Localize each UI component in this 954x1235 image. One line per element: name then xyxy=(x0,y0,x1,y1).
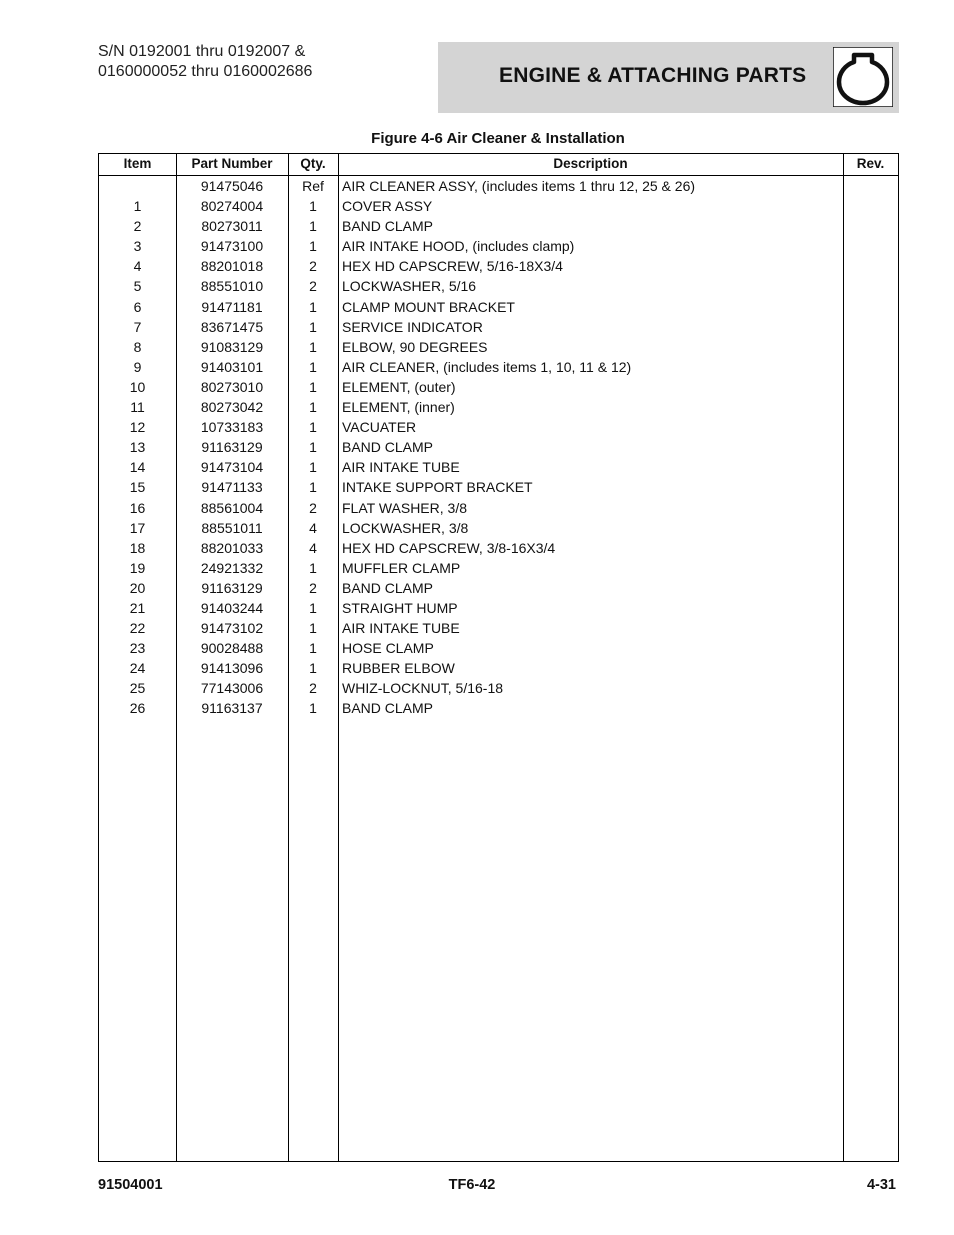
part-number-cell: 10733183 xyxy=(200,419,264,436)
part-number-cell: 91475046 xyxy=(200,178,264,194)
table-row xyxy=(99,698,898,718)
part-number-cell: 91471181 xyxy=(201,298,263,315)
column-header-description: Description xyxy=(553,156,628,171)
description-cell: AIR INTAKE TUBE xyxy=(342,459,460,476)
item-cell: 2 xyxy=(133,218,142,235)
description-cell: AIR INTAKE TUBE xyxy=(342,620,460,637)
qty-cell: 1 xyxy=(309,660,317,677)
table-row xyxy=(99,638,898,658)
item-cell: 22 xyxy=(129,620,146,637)
table-row xyxy=(99,236,898,256)
qty-cell: 2 xyxy=(309,278,317,295)
description-cell: COVER ASSY xyxy=(342,198,433,215)
description-cell: ELBOW, 90 DEGREES xyxy=(342,338,488,355)
item-cell: 1 xyxy=(133,198,142,215)
figure-title: Figure 4-6 Air Cleaner & Installation xyxy=(371,130,625,147)
table-row xyxy=(99,618,898,638)
part-number-cell: 80274004 xyxy=(200,198,264,215)
qty-cell: Ref xyxy=(302,178,324,194)
table-body xyxy=(99,176,898,719)
item-cell: 13 xyxy=(129,439,146,456)
description-cell: LOCKWASHER, 5/16 xyxy=(342,278,477,295)
item-cell: 18 xyxy=(129,539,146,556)
serial-line-1: S/N 0192001 thru 0192007 & xyxy=(98,43,306,60)
table-row xyxy=(99,457,898,477)
qty-cell: 1 xyxy=(309,559,317,576)
part-number-cell: 91473102 xyxy=(200,620,264,637)
part-number-cell: 77143006 xyxy=(200,680,264,697)
description-cell: FLAT WASHER, 3/8 xyxy=(342,499,467,516)
table-row xyxy=(99,598,898,618)
item-cell: 20 xyxy=(129,579,146,596)
table-row xyxy=(99,678,898,698)
description-cell: AIR CLEANER, (includes items 1, 10, 11 & 12) xyxy=(342,358,632,375)
qty-cell: 2 xyxy=(309,579,317,596)
item-cell: 15 xyxy=(129,479,146,496)
qty-cell: 1 xyxy=(309,238,317,255)
column-header-rev: Rev. xyxy=(856,156,885,171)
description-cell: ELEMENT, (inner) xyxy=(342,399,455,416)
item-cell: 21 xyxy=(129,599,146,616)
part-number-cell: 91473104 xyxy=(200,459,264,476)
table-row xyxy=(99,196,898,216)
part-number-cell: 91083129 xyxy=(200,338,264,355)
description-cell: BAND CLAMP xyxy=(342,218,434,235)
description-cell: SERVICE INDICATOR xyxy=(342,318,483,335)
item-cell: 5 xyxy=(133,278,142,295)
part-number-cell: 91403101 xyxy=(200,358,264,375)
item-cell: 3 xyxy=(133,238,142,255)
description-cell: BAND CLAMP xyxy=(342,439,434,456)
item-cell: 4 xyxy=(133,258,142,275)
table-row xyxy=(99,417,898,437)
description-cell: HOSE CLAMP xyxy=(342,640,434,657)
qty-cell: 1 xyxy=(309,218,317,235)
part-number-cell: 88551011 xyxy=(201,519,263,536)
table-row xyxy=(99,477,898,497)
qty-cell: 1 xyxy=(309,358,317,375)
table-row xyxy=(99,498,898,518)
description-cell: AIR CLEANER ASSY, (includes items 1 thru 12, 25 & 26) xyxy=(342,178,696,194)
table-row xyxy=(99,437,898,457)
table-row xyxy=(99,297,898,317)
qty-cell: 2 xyxy=(309,680,317,697)
description-cell: CLAMP MOUNT BRACKET xyxy=(342,298,515,315)
qty-cell: 1 xyxy=(309,700,317,717)
qty-cell: 1 xyxy=(309,378,317,395)
serial-number-range xyxy=(98,42,312,82)
part-number-cell: 80273042 xyxy=(200,399,264,416)
item-cell: 6 xyxy=(133,298,142,315)
footer-model: TF6-42 xyxy=(448,1177,496,1193)
part-number-cell: 80273010 xyxy=(200,378,264,395)
footer-document-number: 91504001 xyxy=(98,1177,163,1193)
part-number-cell: 88551010 xyxy=(200,278,264,295)
description-cell: INTAKE SUPPORT BRACKET xyxy=(342,479,533,496)
part-number-cell: 91403244 xyxy=(200,599,264,616)
part-number-cell: 83671475 xyxy=(200,318,264,335)
item-cell: 25 xyxy=(129,680,146,697)
description-cell: VACUATER xyxy=(342,419,417,436)
part-number-cell: 91473100 xyxy=(200,238,264,255)
qty-cell: 1 xyxy=(309,640,317,657)
table-row xyxy=(99,317,898,337)
qty-cell: 2 xyxy=(309,499,317,516)
item-cell: 17 xyxy=(129,519,146,536)
table-row xyxy=(99,276,898,296)
description-cell: STRAIGHT HUMP xyxy=(342,599,458,616)
table-row xyxy=(99,658,898,678)
item-cell: 14 xyxy=(129,459,146,476)
item-cell: 8 xyxy=(133,338,142,355)
description-cell: HEX HD CAPSCREW, 3/8-16X3/4 xyxy=(342,539,556,556)
part-number-cell: 91471133 xyxy=(201,479,263,496)
qty-cell: 1 xyxy=(309,620,317,637)
item-cell: 7 xyxy=(133,318,142,335)
qty-cell: 4 xyxy=(309,539,317,556)
qty-cell: 4 xyxy=(309,519,317,536)
item-cell: 9 xyxy=(133,358,142,375)
description-cell: AIR INTAKE HOOD, (includes clamp) xyxy=(342,238,575,255)
description-cell: WHIZ-LOCKNUT, 5/16-18 xyxy=(342,680,504,697)
table-row xyxy=(99,518,898,538)
part-number-cell: 91163137 xyxy=(201,700,263,717)
qty-cell: 1 xyxy=(309,439,317,456)
section-banner xyxy=(438,42,899,113)
table-row xyxy=(99,357,898,377)
item-cell: 26 xyxy=(129,700,146,717)
description-cell: ELEMENT, (outer) xyxy=(342,378,456,395)
description-cell: BAND CLAMP xyxy=(342,579,434,596)
table-row xyxy=(99,256,898,276)
part-number-cell: 80273011 xyxy=(201,218,263,235)
qty-cell: 1 xyxy=(309,479,317,496)
qty-cell: 1 xyxy=(309,399,317,416)
table-row xyxy=(99,578,898,598)
table-row xyxy=(99,377,898,397)
part-number-cell: 88201033 xyxy=(200,539,264,556)
item-cell: 10 xyxy=(129,378,146,395)
description-cell: MUFFLER CLAMP xyxy=(342,559,461,576)
engine-icon xyxy=(833,47,893,107)
qty-cell: 1 xyxy=(309,298,317,315)
item-cell: 23 xyxy=(129,640,146,657)
part-number-cell: 91163129 xyxy=(201,579,263,596)
qty-cell: 1 xyxy=(309,459,317,476)
part-number-cell: 91413096 xyxy=(200,660,264,677)
item-cell: 19 xyxy=(129,559,146,576)
table-row xyxy=(99,397,898,417)
table-row xyxy=(99,538,898,558)
qty-cell: 1 xyxy=(309,338,317,355)
qty-cell: 1 xyxy=(309,198,317,215)
table-row xyxy=(99,337,898,357)
part-number-cell: 88201018 xyxy=(200,258,264,275)
part-number-cell: 91163129 xyxy=(201,439,263,456)
serial-line-2: 0160000052 thru 0160002686 xyxy=(98,63,313,80)
parts-table xyxy=(98,153,899,1162)
table-row xyxy=(99,558,898,578)
part-number-cell: 24921332 xyxy=(200,559,264,576)
table-row xyxy=(99,216,898,236)
description-cell: BAND CLAMP xyxy=(342,700,434,717)
column-header-qty: Qty. xyxy=(300,156,326,171)
part-number-cell: 88561004 xyxy=(200,499,264,516)
section-title: ENGINE & ATTACHING PARTS xyxy=(499,64,807,87)
column-header-item: Item xyxy=(123,156,152,171)
part-number-cell: 90028488 xyxy=(200,640,264,657)
qty-cell: 1 xyxy=(309,419,317,436)
item-cell: 24 xyxy=(129,660,146,677)
description-cell: HEX HD CAPSCREW, 5/16-18X3/4 xyxy=(342,258,563,275)
qty-cell: 2 xyxy=(309,258,317,275)
item-cell: 16 xyxy=(129,499,146,516)
table-row xyxy=(99,176,898,196)
qty-cell: 1 xyxy=(309,599,317,616)
footer-page-number: 4-31 xyxy=(866,1177,896,1193)
item-cell: 12 xyxy=(129,419,146,436)
column-header-part-number: Part Number xyxy=(191,156,273,171)
description-cell: RUBBER ELBOW xyxy=(342,660,455,677)
qty-cell: 1 xyxy=(309,318,317,335)
description-cell: LOCKWASHER, 3/8 xyxy=(342,519,469,536)
item-cell: 11 xyxy=(130,399,145,416)
